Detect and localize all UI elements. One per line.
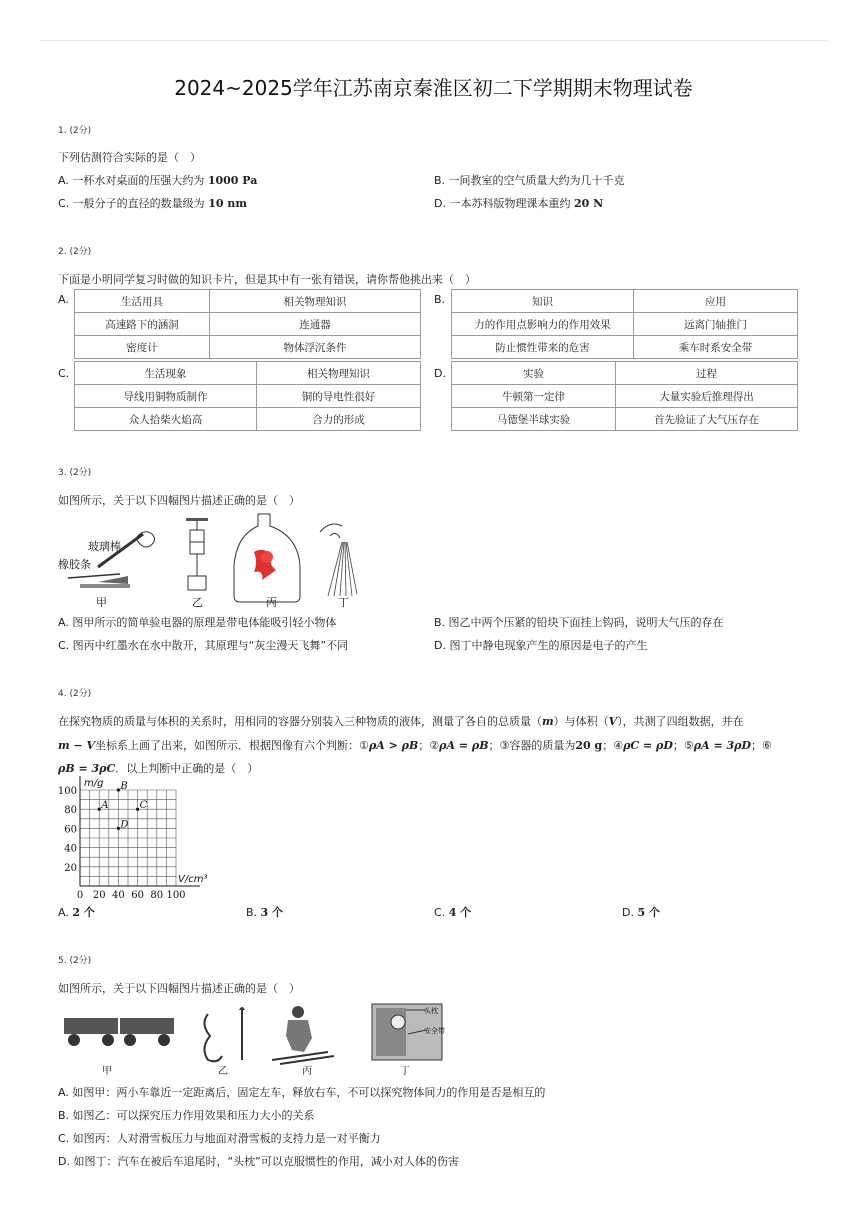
q4-option-c[interactable]: [434, 904, 471, 920]
q2-b-cell: 乘车时系安全带: [634, 336, 798, 359]
q4-text: ．以上判断中正确的是（ ）: [115, 762, 259, 775]
q3-figure: [58, 512, 358, 610]
q2-table-a: [74, 289, 421, 359]
q3-option-b[interactable]: B. 图乙中两个压紧的铅块下面挂上钩码，说明大气压的存在: [434, 616, 724, 629]
point-label-b: B: [120, 781, 128, 792]
q2-d-cell: 过程: [616, 362, 798, 385]
q4-option-a-value: 2 个: [72, 906, 95, 919]
q2-label-a[interactable]: A.: [58, 293, 69, 306]
q4-option-d-label: D.: [622, 906, 634, 919]
q1-option-b[interactable]: B. 一间教室的空气质量大约为几十千克: [434, 174, 625, 187]
q2-d-cell: 牛顿第一定律: [452, 385, 616, 408]
q1-header: 1. (2分): [58, 126, 92, 136]
q4-stem-line3: [58, 760, 258, 776]
q1-option-a-value: 1000 Pa: [207, 174, 258, 187]
pressure-demo-illustration: [204, 1007, 245, 1061]
q4-math: ρB = 3ρC: [58, 762, 116, 775]
q4-math: m − V: [58, 739, 96, 752]
q4-option-b[interactable]: [246, 904, 283, 920]
q2-d-cell: 实验: [452, 362, 616, 385]
y-tick-label: 80: [64, 805, 77, 817]
q4-text: 坐标系上画了出来，如图所示．根据图像有六个判断：①: [95, 739, 369, 752]
fig-label-jia: 甲: [102, 1066, 112, 1077]
fig-label-bing: 丙: [266, 596, 277, 609]
q2-d-cell: 首先验证了大气压存在: [616, 408, 798, 431]
q3-option-a[interactable]: A. 图甲所示的简单验电器的原理是带电体能吸引轻小物体: [58, 616, 337, 629]
q2-d-cell: 马德堡半球实验: [452, 408, 616, 431]
skier-illustration: [272, 1006, 334, 1064]
q4-text: ；④: [602, 739, 624, 752]
q2-c-cell: 生活现象: [75, 362, 257, 385]
y-tick-label: 60: [64, 824, 77, 836]
q5-figure: [58, 1000, 458, 1078]
q4-option-c-value: 4 个: [448, 906, 472, 919]
x-tick-label: 0: [76, 890, 84, 900]
point-label-c: C: [139, 800, 148, 812]
chart-axes: [80, 776, 200, 886]
q2-c-cell: 导线用铜物质制作: [75, 385, 257, 408]
q5-stem: 如图所示，关于以下四幅图片描述正确的是（ ）: [58, 982, 300, 995]
q2-a-cell: 高速路下的涵洞: [75, 313, 210, 336]
q4-var-m: m: [542, 715, 554, 728]
q4-math: ρA > ρB: [368, 739, 419, 752]
q4-option-d-value: 5 个: [637, 906, 660, 919]
q4-header: 4. (2分): [58, 689, 92, 699]
y-tick-label: 20: [64, 862, 77, 874]
q4-option-b-value: 3 个: [260, 906, 284, 919]
q4-text: ；⑤: [672, 739, 694, 752]
q4-text: ；②: [418, 739, 440, 752]
q2-b-cell: 应用: [634, 290, 798, 313]
q2-label-c[interactable]: C.: [58, 367, 70, 380]
glass-rod-label: 玻璃棒: [88, 540, 121, 553]
q2-b-cell: 防止惯性带来的危害: [452, 336, 634, 359]
q2-label-b[interactable]: B.: [434, 293, 446, 306]
chart-points: [98, 781, 148, 830]
mass-volume-chart: [56, 776, 216, 900]
q4-text: 在探究物质的质量与体积的关系时，用相同的容器分别装入三种物质的液体，测量了各自的总质量（: [58, 715, 542, 728]
lead-blocks-illustration: [186, 518, 208, 590]
ink-bottle-illustration: [234, 514, 300, 602]
q2-a-cell: 密度计: [75, 336, 210, 359]
headrest-label: 头枕: [424, 1007, 438, 1015]
q4-option-c-label: C.: [434, 906, 446, 919]
q4-text: ）与体积（: [553, 715, 609, 728]
q3-header: 3. (2分): [58, 468, 92, 478]
q2-table-d: [451, 361, 798, 431]
q4-text: ；⑥: [751, 739, 772, 752]
q2-d-cell: 大量实验后推理得出: [616, 385, 798, 408]
q4-math: ρA = ρB: [439, 739, 489, 752]
q5-option-c[interactable]: C. 如图丙：人对滑雪板压力与地面对滑雪板的支持力是一对平衡力: [58, 1132, 381, 1145]
chart-grid: [80, 790, 176, 886]
q4-stem-line1: [58, 713, 744, 729]
fig-label-bing: 丙: [302, 1066, 312, 1077]
q2-c-cell: 合力的形成: [257, 408, 421, 431]
q1-stem: 下列估测符合实际的是（ ）: [58, 151, 201, 164]
x-tick-label: 100: [166, 890, 186, 900]
q2-b-cell: 力的作用点影响力的作用效果: [452, 313, 634, 336]
x-axis-label: V/cm³: [178, 874, 208, 885]
q5-option-b[interactable]: B. 如图乙：可以探究压力作用效果和压力大小的关系: [58, 1109, 315, 1122]
q1-option-a-text: A. 一杯水对桌面的压强大约为: [58, 174, 205, 187]
fig-label-yi: 乙: [218, 1066, 228, 1077]
q2-c-cell: 铜的导电性很好: [257, 385, 421, 408]
q3-stem: 如图所示，关于以下四幅图片描述正确的是（ ）: [58, 494, 300, 507]
x-tick-label: 60: [131, 890, 144, 900]
q4-text: ），共测了四组数据，并在: [617, 715, 744, 728]
q4-option-a-label: A.: [58, 906, 69, 919]
q1-option-c-value: 10 nm: [208, 197, 247, 210]
q4-option-b-label: B.: [246, 906, 258, 919]
q2-table-c: [74, 361, 421, 431]
q5-option-d[interactable]: D. 如图丁：汽车在被后车追尾时，“头枕”可以克服惯性的作用，减小对人体的伤害: [58, 1155, 459, 1168]
q4-option-a[interactable]: [58, 904, 95, 920]
q4-math: 20 g: [575, 739, 603, 752]
q3-option-c[interactable]: C. 图丙中红墨水在水中散开，其原理与“灰尘漫天飞舞”不同: [58, 639, 349, 652]
q3-option-d[interactable]: D. 图丁中静电现象产生的原因是电子的产生: [434, 639, 648, 652]
q5-header: 5. (2分): [58, 956, 92, 966]
rubber-strip-label: 橡胶条: [58, 558, 91, 571]
seatbelt-label: 安全带: [424, 1027, 445, 1035]
y-axis-label: m/g: [84, 778, 104, 789]
q2-table-b: [451, 289, 798, 359]
q2-a-cell: 生活用具: [75, 290, 210, 313]
q1-option-c-text: C. 一般分子的直径的数量级为: [58, 197, 205, 210]
q4-var-v: V: [608, 715, 618, 728]
point-label-a: A: [101, 800, 109, 812]
fig-label-ding: 丁: [400, 1066, 410, 1077]
x-tick-label: 40: [112, 890, 125, 900]
q1-option-d-value: 20 N: [573, 197, 604, 210]
q4-math: ρA = 3ρD: [693, 739, 752, 752]
q4-option-d[interactable]: [622, 904, 660, 920]
q2-a-cell: 连通器: [210, 313, 421, 336]
fig-label-yi: 乙: [192, 596, 203, 609]
q4-text: ；③容器的质量为: [488, 739, 576, 752]
q2-b-cell: 远离门轴推门: [634, 313, 798, 336]
point-label-d: D: [120, 819, 129, 831]
q2-header: 2. (2分): [58, 247, 92, 257]
q1-option-d-text: D. 一本苏科版物理课本重约: [434, 197, 571, 210]
q1-option-c[interactable]: [58, 195, 247, 211]
fig-label-ding: 丁: [338, 596, 349, 609]
q2-a-cell: 物体浮沉条件: [210, 336, 421, 359]
q2-a-cell: 相关物理知识: [210, 290, 421, 313]
q1-option-a[interactable]: [58, 172, 257, 188]
fig-label-jia: 甲: [96, 596, 107, 609]
y-tick-label: 40: [64, 843, 77, 855]
q4-stem-line2: [58, 737, 772, 753]
top-rule: [40, 40, 827, 41]
q4-math: ρC = ρD: [623, 739, 673, 752]
q2-b-cell: 知识: [452, 290, 634, 313]
y-tick-label: 100: [57, 786, 77, 797]
q2-c-cell: 众人拾柴火焰高: [75, 408, 257, 431]
q5-option-a[interactable]: A. 如图甲：两小车靠近一定距离后，固定左车，释放右车，不可以探究物体间力的作用是否是相互的: [58, 1086, 546, 1099]
q2-c-cell: 相关物理知识: [257, 362, 421, 385]
page-title: 2024~2025学年江苏南京秦淮区初二下学期期末物理试卷: [174, 76, 693, 100]
static-strings-illustration: [320, 524, 357, 596]
q2-label-d[interactable]: D.: [434, 367, 446, 380]
x-tick-label: 80: [150, 890, 164, 900]
q2-stem: 下面是小明同学复习时做的知识卡片，但是其中有一张有错误，请你帮他挑出来（ ）: [58, 273, 476, 286]
magnet-carts-illustration: [64, 1018, 174, 1046]
x-tick-label: 20: [92, 890, 106, 900]
q1-option-d[interactable]: [434, 195, 603, 211]
